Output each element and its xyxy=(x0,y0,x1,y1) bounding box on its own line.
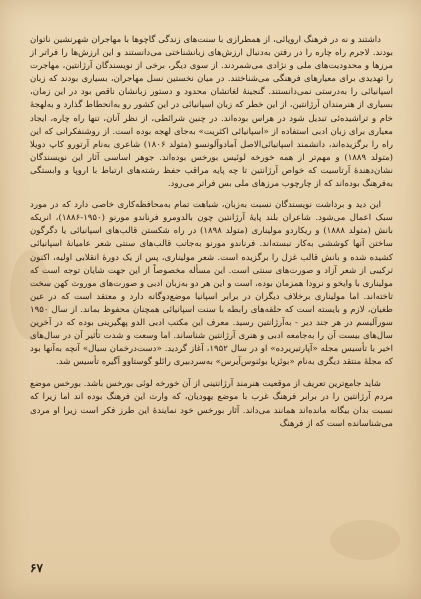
page-number: ۶۷ xyxy=(30,561,43,575)
body-text xyxy=(30,34,393,555)
paragraph: این دید و برداشت نویسندگان نسبت به‌زبان، شباهت تمام به‌محافظه‌کاری خاصی دارد که در مورد سبک اعمال می‌شود. شاعران بلند پایهٔ آرژانتین چون بالدومرو فرناندو مورنو (۱۹۵۰-۱۸۸۶)، انریکه بانش (متولد ۱۸۸۸) و ریکاردو مولیناری (متولد ۱۸۹۸) در راه شکستن قالب‌های اسپانیائی یا دگرگون ساختن آنها کوششی به‌کار نبسته‌اند. فرناندو مورنو به‌جانب قالب‌های سنتی شعر عامیانهٔ اسپانیائی کشیده شده و بانش قالب غزل را برگزیده است. شعر مولیناری، پس از یک دورهٔ انقلابی اولیه، اکنون ترکیبی از شعر آزاد و صورت‌های سنتی است. این مسأله مخصوصاً از این جهت شایان توجه است که مولیناری با وایخو و نرودا همزمان بوده، است و این هر دو به‌زبان ادبی و صورت‌های موروث کهن سخت تاخته‌اند. اما مولیناری برخلاف دیگران در برابر اسپانیا موضع‌دوگانه دارد و معتقد است که در عین طغیان، لازم و بایسته است که حلقه‌های رابطه با سنت اسپانیائی همچنان محفوظ بماند. از سال ۱۹۵۰ سورآلیسم در هر جند دیر - به‌آرژانتین رسید. معرف این مکتب ادبی الدو پهگیرینی بوده که در آخرین سال‌های بیست آن را به‌جامعه ادبی و هنری آرژانتین شناساند. اما وسعت و شدت تأثیر آن در سال‌های اخیر با تأسیس مجله «آپارتیریرده» او در سال ۱۹۵۲، آغاز گردید. «دست‌درخمان سیال» آنچه به‌آنها بود که مجلهٔ منتقد دیگری به‌نام «بوئزیا بوئنوس‌آیرس» به‌سردبیری رائلو گوستاوو آگیره تأسیس شد. xyxy=(29,200,394,368)
paragraph: داشتند و نه در فرهنگ اروپائی، از همطرازی با سنت‌های زندگی گاچوها با مهاجران شهرنشین ناتوان بودند. لاجرم راه چاره را در رفتن به‌دنبال ارزش‌های زبانشناختی می‌دانستند و این ارزش‌ها را فراتر از مرزها و محدودیت‌های ملی و نژادی می‌شمردند. از سوی دیگر، برخی از نویسندگان آرژانتین، مهاجرت را تهدیدی برای معیارهای فرهنگی می‌شناختند. در میان نخستین نسل مهاجران، بسیاری بودند که زبان اسپانیائی را به‌درستی نمی‌دانستند. گنجینهٔ لغاتشان محدود و دستور زبانشان ناقص بود در این زمان، بسیاری از هنرمندان آرژانتین، از این خطر که زبان اسپانیائی در این کشور رو به‌انحطاط گذارد و به‌لهجهٔ خام و تراشیده‌ئی تبدیل شود در هراس بوده‌اند. در چنین شرائطی، از نظر آنان، تنها راه چاره، ایجاد معیاری برای زبان ادبی استفاده از «اسپانیائی اکثریت» به‌جای لهجه بوده است. از روشنفکرانی که این راه را برگزیده‌اند، دانشمند اسپانیائی‌الاصل آمادوآلونسو (متولد ۱۸۰۶) شاعری به‌نام آرتورو کاپ دویلا (متولد ۱۸۸۹) و مهم‌تر از همه خورخه لوئیس بورخس بوده‌اند. جوهر اساسی آثار این نویسندگان نشان‌دهندهٔ آرتاسیت که خواص آرژانتین تا چه پایه مراقب حفظ رشته‌های ارتباط با اروپا و وابستگی به‌فرهنگ بوده‌اند که از چارچوب مرزهای ملی بس فراتر می‌رود. xyxy=(30,35,393,190)
paragraph: شاید جامع‌ترین تعریف از موقعیت هنرمند آرژانتینی از آن خورخه لوئی بورخس باشد. بورخس موضع مردم آرژانتین را در برابر فرهنگ غرب با موضع یهودیان، که وارث این فرهنگ بوده اند اما زیرا که نسبت بدان بیگانه مانده‌اند همانند می‌داند. آثار بورخس خود نمایندهٔ این طرز فکر است زیرا او مردی می‌شناسانده است که از فرهنگ xyxy=(30,379,393,429)
